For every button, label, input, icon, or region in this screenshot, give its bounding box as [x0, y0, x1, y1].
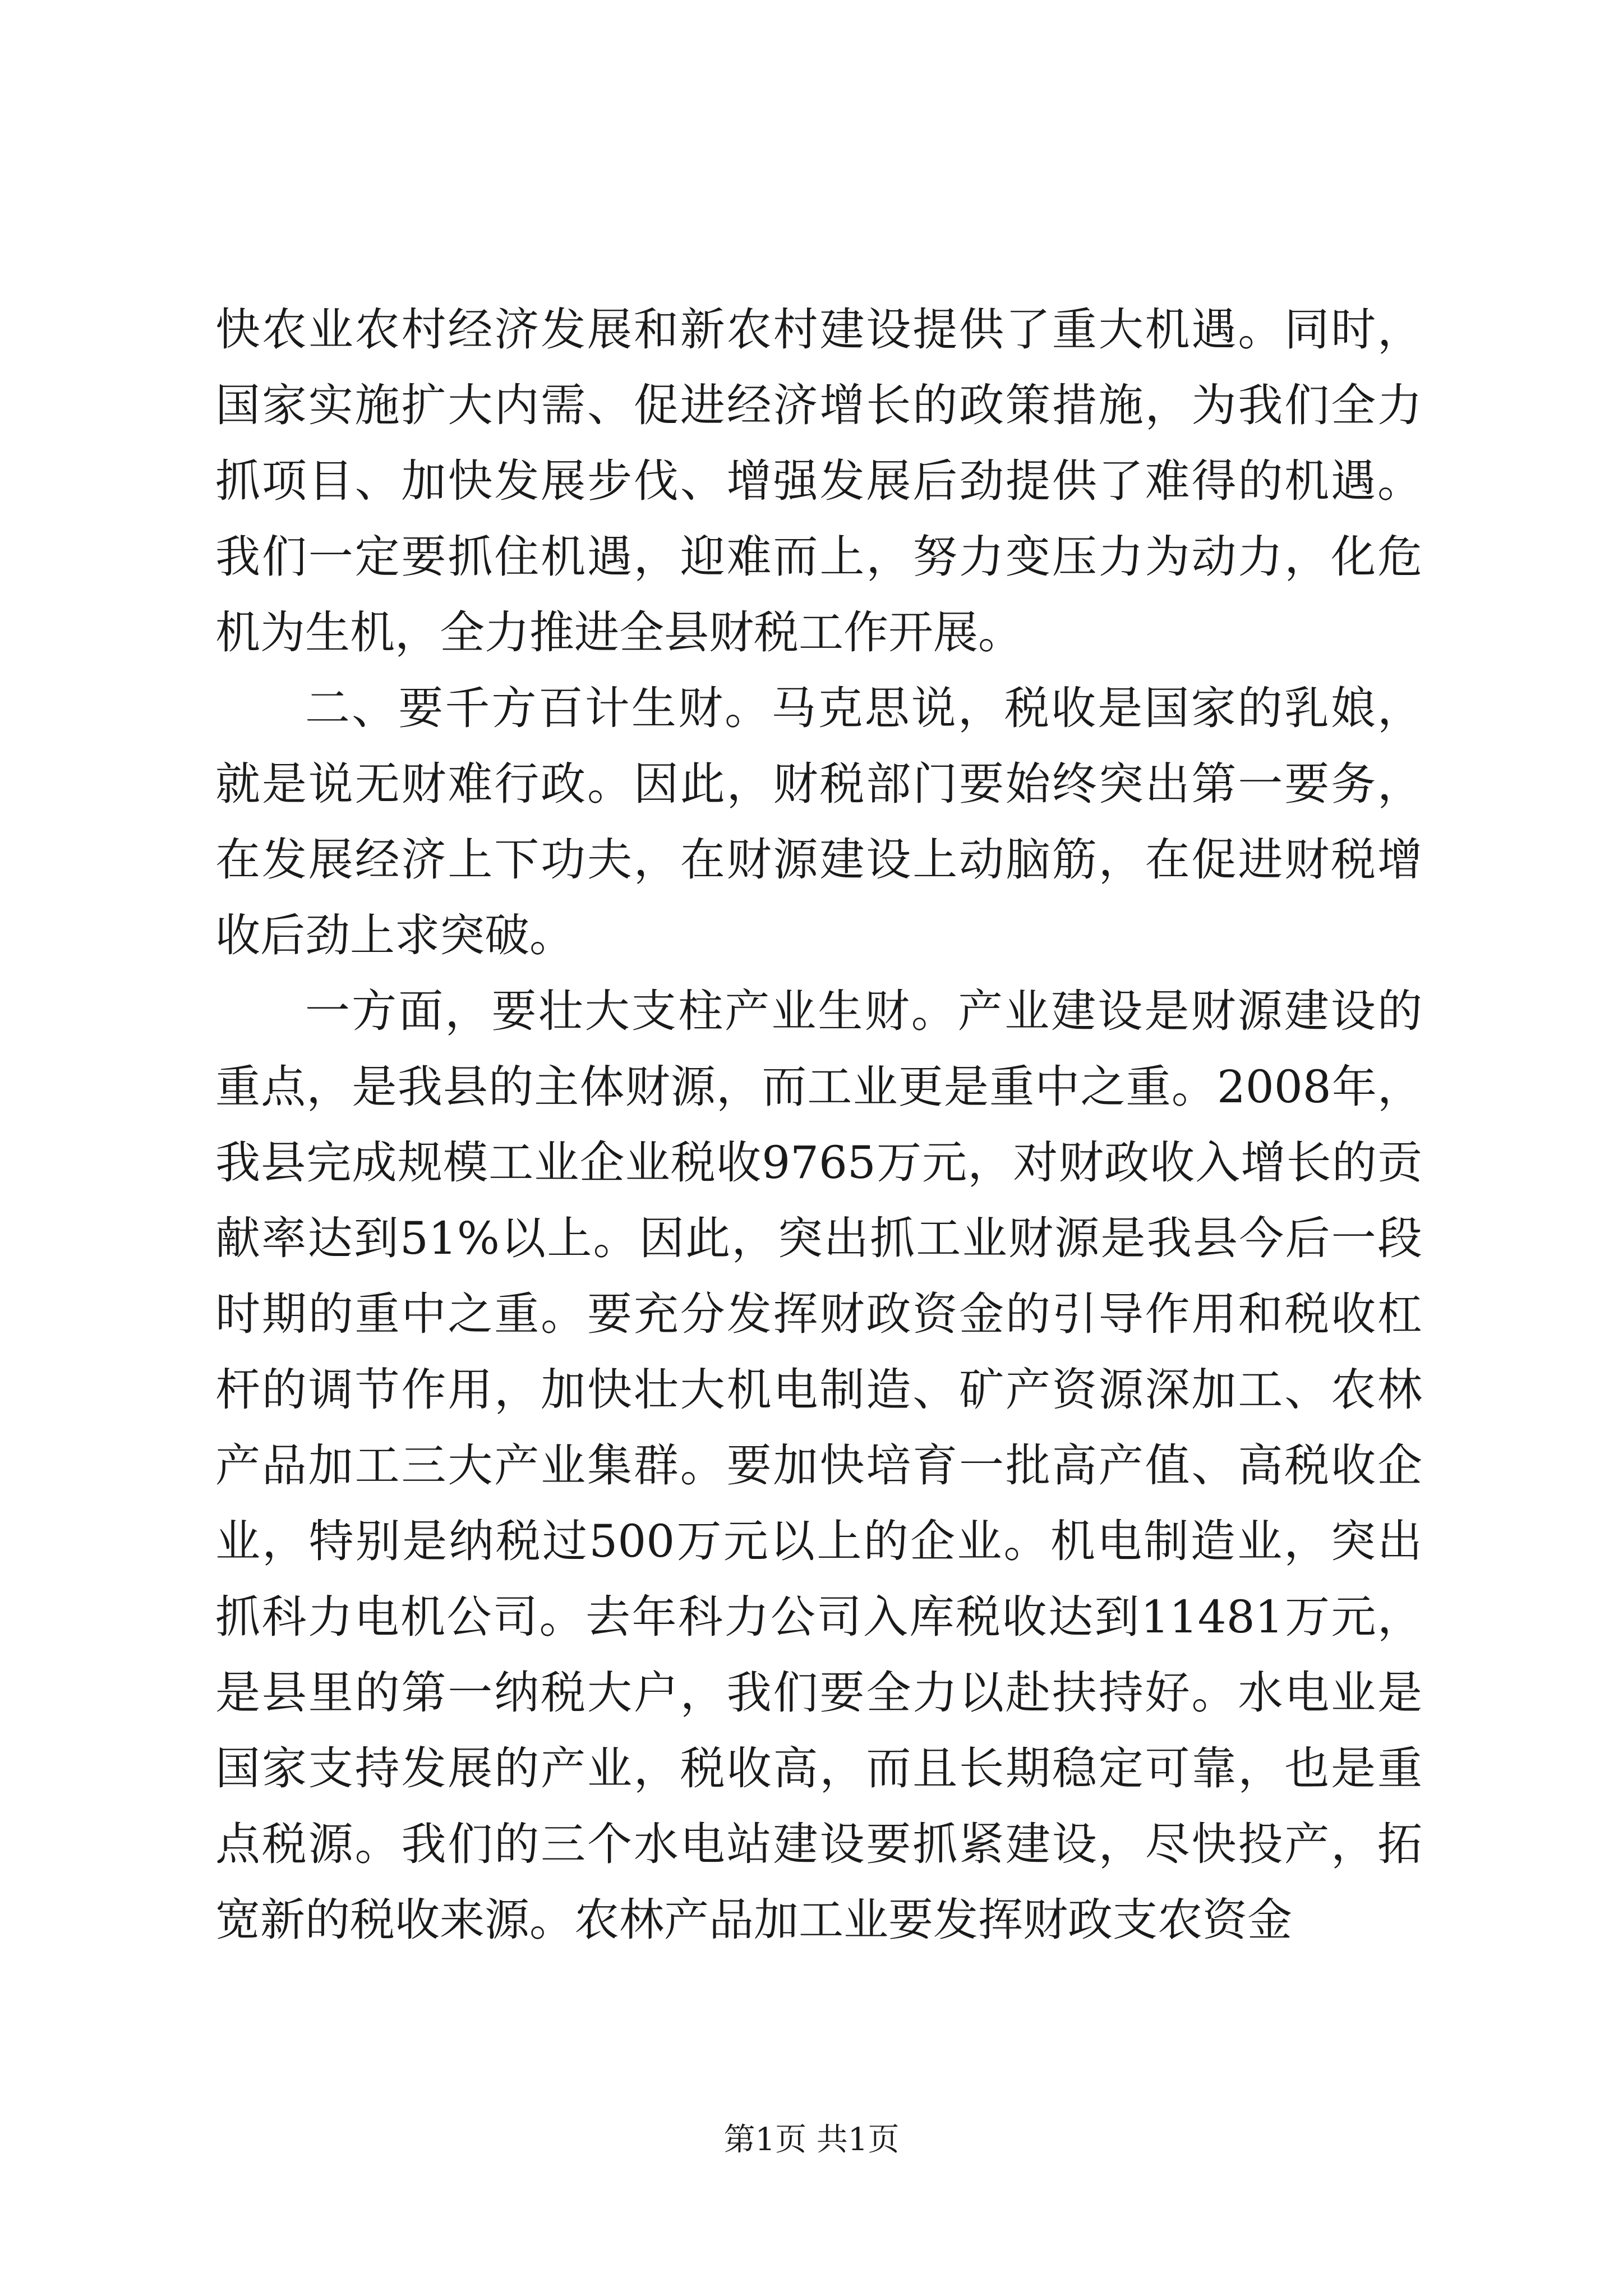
paragraph-industry: 一方面，要壮大支柱产业生财。产业建设是财源建设的重点，是我县的主体财源，而工业更是重中之重。2008年，我县完成规模工业企业税收9765万元，对财政收入增长的贡献率达到51%以上。因此，突出抓工业财源是我县今后一段时期的重中之重。要充分发挥财政资金的引导作用和税收杠杆的调节作用，加快壮大机电制造、矿产资源深加工、农林产品加工三大产业集群。要加快培育一批高产值、高税收企业，特别是纳税过500万元以上的企业。机电制造业，突出抓科力电机公司。去年科力公司入库税收达到11481万元，是县里的第一纳税大户，我们要全力以赴扶持好。水电业是国家支持发展的产业，税收高，而且长期稳定可靠，也是重点税源。我们的三个水电站建设要抓紧建设，尽快投产，拓宽新的税收来源。农林产品加工业要发挥财政支农资金 [215, 985, 1422, 1946]
paragraph-section-two: 二、要千方百计生财。马克思说，税收是国家的乳娘，就是说无财难行政。因此，财税部门要始终突出第一要务，在发展经济上下功夫，在财源建设上动脑筋，在促进财税增收后劲上求突破。 [215, 682, 1422, 961]
page-footer: 第1页 共1页 [723, 2122, 900, 2158]
paragraph-continuation: 快农业农村经济发展和新农村建设提供了重大机遇。同时，国家实施扩大内需、促进经济增长的政策措施，为我们全力抓项目、加快发展步伐、增强发展后劲提供了难得的机遇。我们一定要抓住机遇，迎难而上，努力变压力为动力，化危机为生机，全力推进全县财税工作开展。 [215, 303, 1422, 659]
document-body [215, 292, 1422, 1958]
